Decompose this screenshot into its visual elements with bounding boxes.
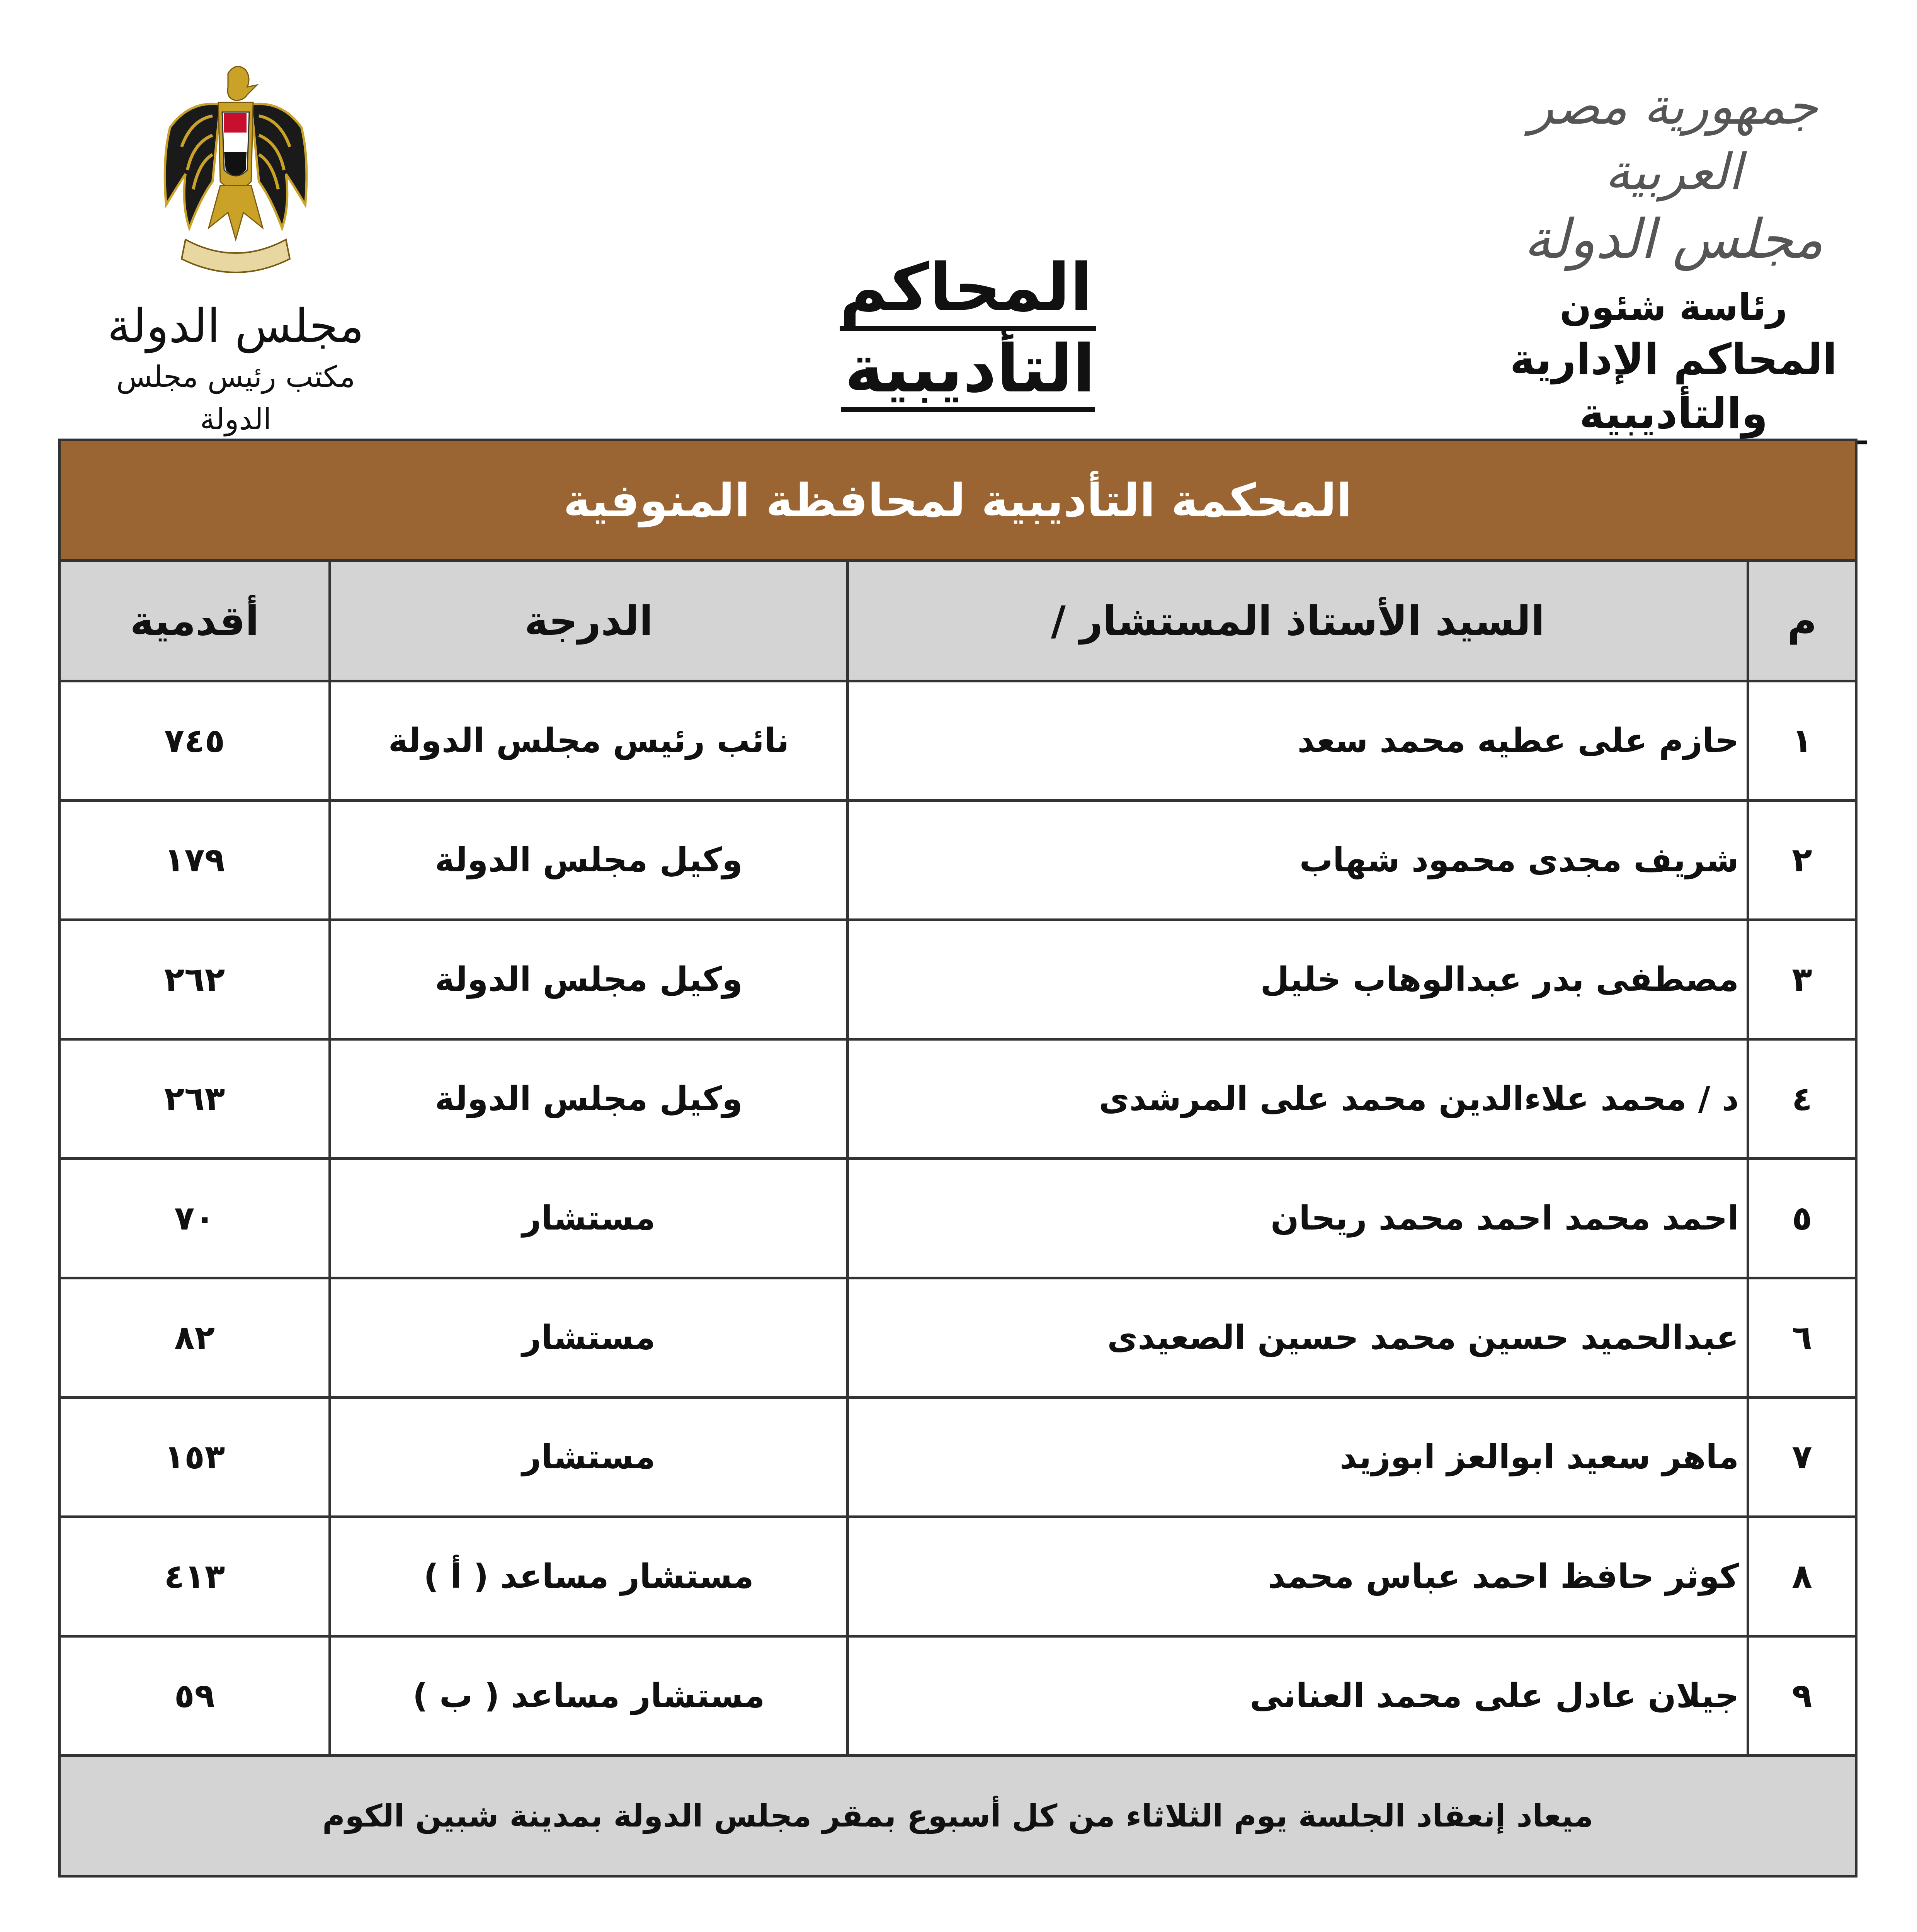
- table-row: [60, 920, 1856, 1039]
- row-number: ٥: [1748, 1159, 1856, 1278]
- member-name: عبدالحميد حسين محمد حسين الصعيدى: [848, 1278, 1748, 1398]
- member-rank: مستشار مساعد ( أ ): [330, 1517, 848, 1636]
- member-name: كوثر حافظ احمد عباس محمد: [848, 1517, 1748, 1636]
- table-title: المحكمة التأديبية لمحافظة المنوفية: [60, 440, 1856, 561]
- member-seniority: ١٥٣: [60, 1398, 330, 1517]
- department-label: المحاكم الإدارية والتأديبية: [1480, 332, 1867, 444]
- column-header-seniority: أقدمية: [60, 561, 330, 681]
- presidency-label: رئاسة شئون: [1560, 286, 1788, 329]
- member-rank: نائب رئيس مجلس الدولة: [330, 681, 848, 801]
- member-name: ماهر سعيد ابوالعز ابوزيد: [848, 1398, 1748, 1517]
- emblem-block: [77, 58, 394, 440]
- country-name: جمهورية مصر العربية: [1529, 77, 1818, 201]
- member-name: د / محمد علاءالدين محمد على المرشدى: [848, 1039, 1748, 1159]
- page-title-text: المحاكم التأديبية: [840, 250, 1097, 412]
- column-header-name: السيد الأستاذ المستشار /: [848, 561, 1748, 681]
- table-title-row: [60, 440, 1856, 561]
- table-header-row: [60, 561, 1856, 681]
- court-members-table: [58, 439, 1857, 1878]
- member-seniority: ٧٤٥: [60, 681, 330, 801]
- row-number: ٩: [1748, 1636, 1856, 1756]
- session-info-row: [60, 1756, 1856, 1876]
- member-name: شريف مجدى محمود شهاب: [848, 801, 1748, 920]
- office-title: مكتب رئيس مجلس الدولة: [116, 359, 356, 436]
- page-title: [726, 247, 1209, 410]
- row-number: ١: [1748, 681, 1856, 801]
- table-row: [60, 1636, 1856, 1756]
- table-row: [60, 1159, 1856, 1278]
- member-rank: مستشار: [330, 1398, 848, 1517]
- ministry-header: [1480, 73, 1867, 444]
- row-number: ٤: [1748, 1039, 1856, 1159]
- table-row: [60, 1517, 1856, 1636]
- member-rank: وكيل مجلس الدولة: [330, 1039, 848, 1159]
- member-name: احمد محمد احمد محمد ريحان: [848, 1159, 1748, 1278]
- member-name: مصطفى بدر عبدالوهاب خليل: [848, 920, 1748, 1039]
- row-number: ٢: [1748, 801, 1856, 920]
- member-name: جيلان عادل على محمد العنانى: [848, 1636, 1748, 1756]
- table-row: [60, 1039, 1856, 1159]
- member-rank: وكيل مجلس الدولة: [330, 801, 848, 920]
- member-seniority: ٨٢: [60, 1278, 330, 1398]
- table-row: [60, 1278, 1856, 1398]
- council-title: مجلس الدولة: [107, 299, 364, 353]
- member-seniority: ٥٩: [60, 1636, 330, 1756]
- member-seniority: ٢٦٢: [60, 920, 330, 1039]
- column-header-rank: الدرجة: [330, 561, 848, 681]
- member-rank: مستشار: [330, 1159, 848, 1278]
- column-header-number: م: [1748, 561, 1856, 681]
- row-number: ٦: [1748, 1278, 1856, 1398]
- row-number: ٣: [1748, 920, 1856, 1039]
- row-number: ٧: [1748, 1398, 1856, 1517]
- eagle-emblem-icon: [155, 58, 317, 298]
- member-seniority: ٤١٣: [60, 1517, 330, 1636]
- member-seniority: ١٧٩: [60, 801, 330, 920]
- member-seniority: ٧٠: [60, 1159, 330, 1278]
- member-seniority: ٢٦٣: [60, 1039, 330, 1159]
- table-row: [60, 801, 1856, 920]
- member-rank: مستشار مساعد ( ب ): [330, 1636, 848, 1756]
- member-rank: مستشار: [330, 1278, 848, 1398]
- member-rank: وكيل مجلس الدولة: [330, 920, 848, 1039]
- member-name: حازم على عطيه محمد سعد: [848, 681, 1748, 801]
- row-number: ٨: [1748, 1517, 1856, 1636]
- table-row: [60, 1398, 1856, 1517]
- table-row: [60, 681, 1856, 801]
- council-name: مجلس الدولة: [1524, 208, 1823, 271]
- session-schedule-note: ميعاد إنعقاد الجلسة يوم الثلاثاء من كل أسبوع بمقر مجلس الدولة بمدينة شبين الكوم: [60, 1756, 1856, 1876]
